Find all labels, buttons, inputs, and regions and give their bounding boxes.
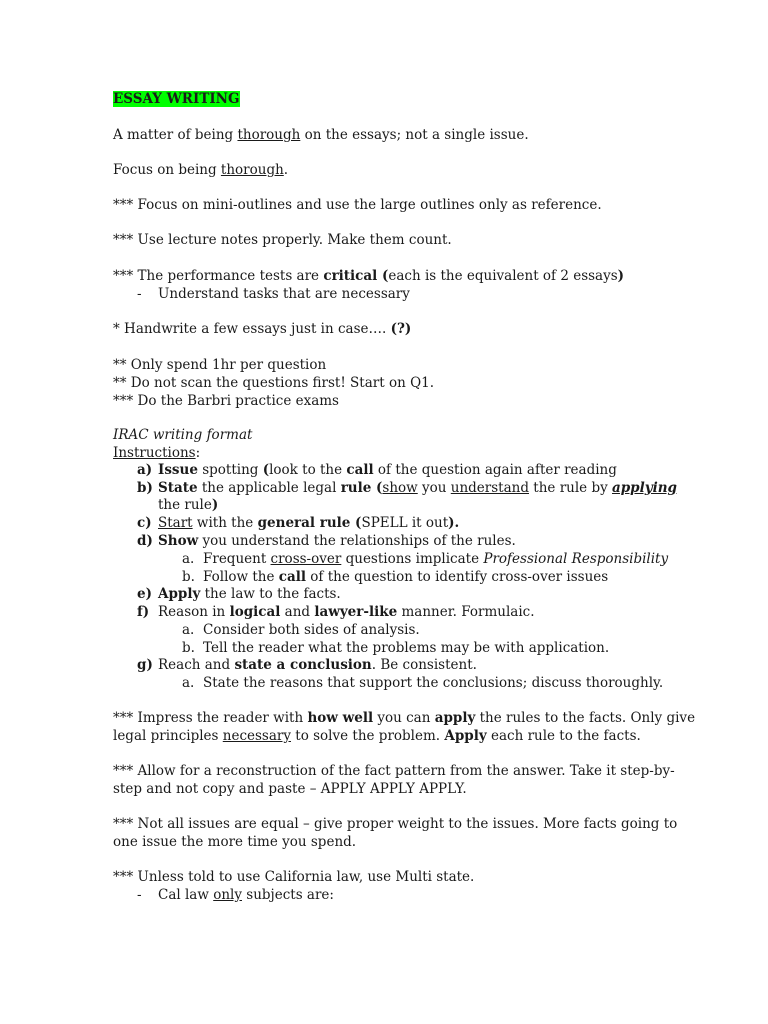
list-item-conclusion: Reach and state a conclusion. Be consistent. bbox=[158, 657, 477, 673]
list-item-issue-spotting: Issue spotting (look to the call of the question again after reading bbox=[158, 462, 617, 478]
sublist-marker-f-a: a. bbox=[182, 622, 195, 638]
list-item-state-rule: State the applicable legal rule (show you understand the rule by applying bbox=[158, 480, 677, 496]
paragraph-california-law: *** Unless told to use California law, use Multi state. bbox=[113, 869, 475, 885]
paragraph-lecture-notes: *** Use lecture notes properly. Make them count. bbox=[113, 232, 452, 248]
subitem-cal-law-subjects: Cal law only subjects are: bbox=[158, 887, 334, 903]
sublist-item-tell-reader: Tell the reader what the problems may be with application. bbox=[203, 640, 610, 656]
sublist-marker-g-a: a. bbox=[182, 675, 195, 691]
list-item-general-rule: Start with the general rule (SPELL it out). bbox=[158, 515, 460, 531]
sublist-marker-f-b: b. bbox=[182, 640, 195, 656]
paragraph-issues-weight-continued: one issue the more time you spend. bbox=[113, 834, 357, 850]
irac-title: IRAC writing format bbox=[113, 427, 253, 443]
heading-line bbox=[113, 90, 240, 108]
list-item-apply-law: Apply the law to the facts. bbox=[158, 586, 341, 602]
paragraph-performance-tests: *** The performance tests are critical (each is the equivalent of 2 essays) bbox=[113, 268, 625, 284]
dash-bullet: - bbox=[137, 887, 142, 903]
paragraph-reconstruction-continued: step and not copy and paste – APPLY APPLY APPLY. bbox=[113, 781, 467, 797]
paragraph-reconstruction: *** Allow for a reconstruction of the fact pattern from the answer. Take it step-by- bbox=[113, 763, 675, 779]
list-marker-d: d) bbox=[137, 533, 153, 549]
essay-writing-heading: ESSAY WRITING bbox=[113, 91, 240, 107]
paragraph-impress-reader-continued: legal principles necessary to solve the problem. Apply each rule to the facts. bbox=[113, 728, 641, 744]
instructions-label: Instructions: bbox=[113, 445, 201, 461]
list-item-show-relationships: Show you understand the relationships of the rules. bbox=[158, 533, 516, 549]
paragraph-time-per-question: ** Only spend 1hr per question bbox=[113, 357, 327, 373]
list-marker-b: b) bbox=[137, 480, 153, 496]
sublist-marker-d-a: a. bbox=[182, 551, 195, 567]
sublist-item-both-sides: Consider both sides of analysis. bbox=[203, 622, 420, 638]
sublist-item-state-reasons: State the reasons that support the conclusions; discuss thoroughly. bbox=[203, 675, 664, 691]
paragraph-mini-outlines: *** Focus on mini-outlines and use the large outlines only as reference. bbox=[113, 197, 602, 213]
subitem-understand-tasks: Understand tasks that are necessary bbox=[158, 286, 410, 302]
list-marker-e: e) bbox=[137, 586, 152, 602]
list-marker-c: c) bbox=[137, 515, 152, 531]
paragraph-impress-reader: *** Impress the reader with how well you can apply the rules to the facts. Only give bbox=[113, 710, 696, 726]
sublist-item-cross-over: Frequent cross-over questions implicate Professional Responsibility bbox=[203, 551, 669, 567]
paragraph-barbri-exams: *** Do the Barbri practice exams bbox=[113, 393, 339, 409]
paragraph-issues-weight: *** Not all issues are equal – give proper weight to the issues. More facts going to bbox=[113, 816, 678, 832]
sublist-marker-d-b: b. bbox=[182, 569, 195, 585]
paragraph-scan-questions: ** Do not scan the questions first! Start on Q1. bbox=[113, 375, 435, 391]
paragraph-thorough-essays: A matter of being thorough on the essays; not a single issue. bbox=[113, 127, 529, 143]
list-item-reason: Reason in logical and lawyer-like manner. Formulaic. bbox=[158, 604, 535, 620]
list-marker-f: f) bbox=[137, 604, 150, 620]
list-marker-a: a) bbox=[137, 462, 153, 478]
list-marker-g: g) bbox=[137, 657, 153, 673]
list-item-state-rule-continued: the rule) bbox=[158, 497, 219, 513]
dash-bullet: - bbox=[137, 286, 142, 302]
sublist-item-follow-call: Follow the call of the question to identify cross-over issues bbox=[203, 569, 609, 585]
paragraph-focus-thorough: Focus on being thorough. bbox=[113, 162, 289, 178]
paragraph-handwrite: * Handwrite a few essays just in case…. (?) bbox=[113, 321, 412, 337]
